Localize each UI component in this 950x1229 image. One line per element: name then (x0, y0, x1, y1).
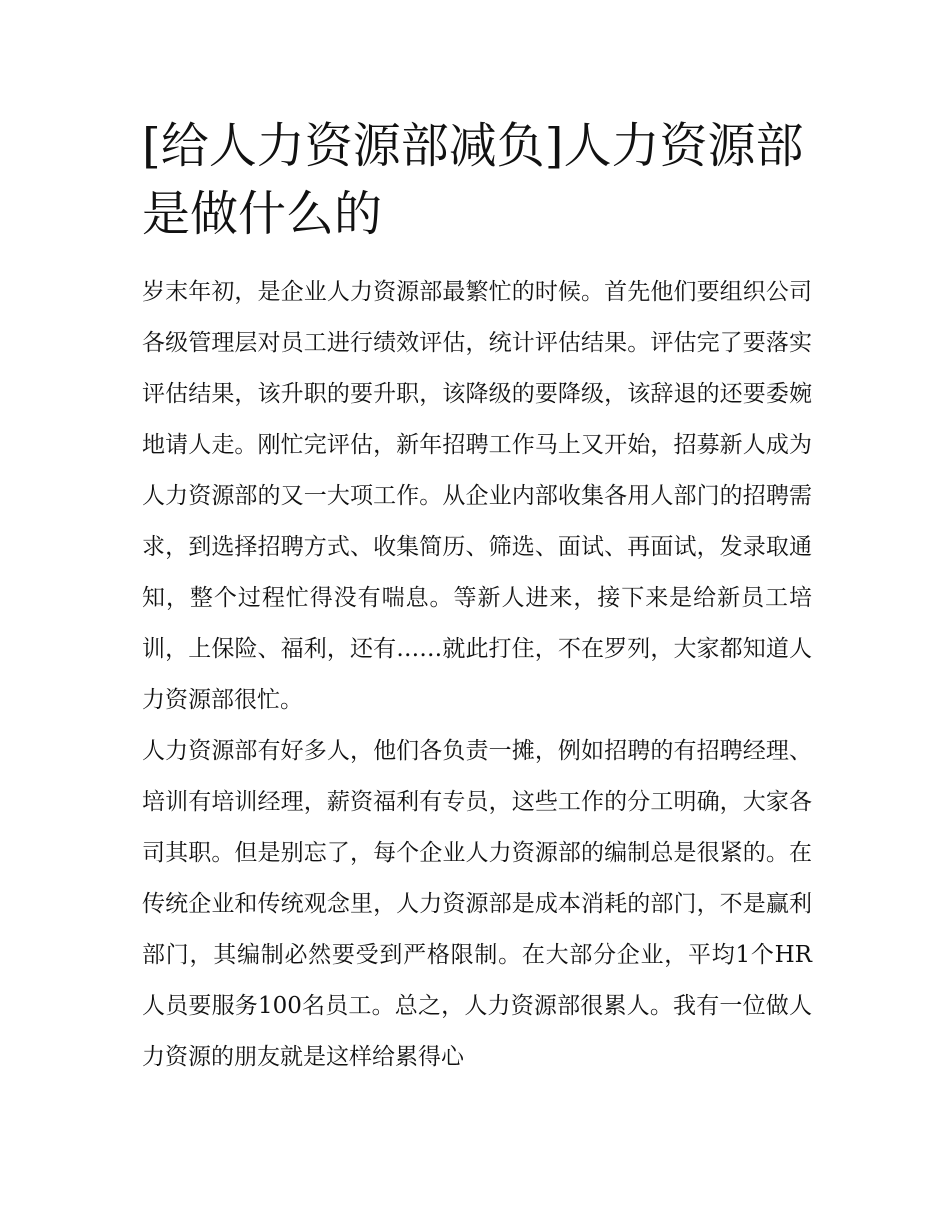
paragraph-1: 岁末年初，是企业人力资源部最繁忙的时候。首先他们要组织公司各级管理层对员工进行绩效评估，统计评估结果。评估完了要落实评估结果，该升职的要升职，该降级的要降级，该辞退的还要委婉地请人走。刚忙完评估，新年招聘工作马上又开始，招募新人成为人力资源部的又一大项工作。从企业内部收集各用人部门的招聘需求，到选择招聘方式、收集简历、筛选、面试、再面试，发录取通知，整个过程忙得没有喘息。等新人进来，接下来是给新员工培训，上保险、福利，还有……就此打住，不在罗列，大家都知道人力资源部很忙。 (142, 279, 812, 713)
document-title: [给人力资源部减负]人力资源部是做什么的 (142, 118, 804, 242)
paragraph-2: 人力资源部有好多人，他们各负责一摊，例如招聘的有招聘经理、培训有培训经理，薪资福利有专员，这些工作的分工明确，大家各司其职。但是别忘了，每个企业人力资源部的编制总是很紧的。在传统企业和传统观念里，人力资源部是成本消耗的部门，不是赢利部门，其编制必然要受到严格限制。在大部分企业，平均1个HR人员要服务100名员工。总之，人力资源部很累人。我有一位做人力资源的朋友就是这样给累得心 (142, 738, 812, 1070)
document-page (142, 112, 812, 1083)
